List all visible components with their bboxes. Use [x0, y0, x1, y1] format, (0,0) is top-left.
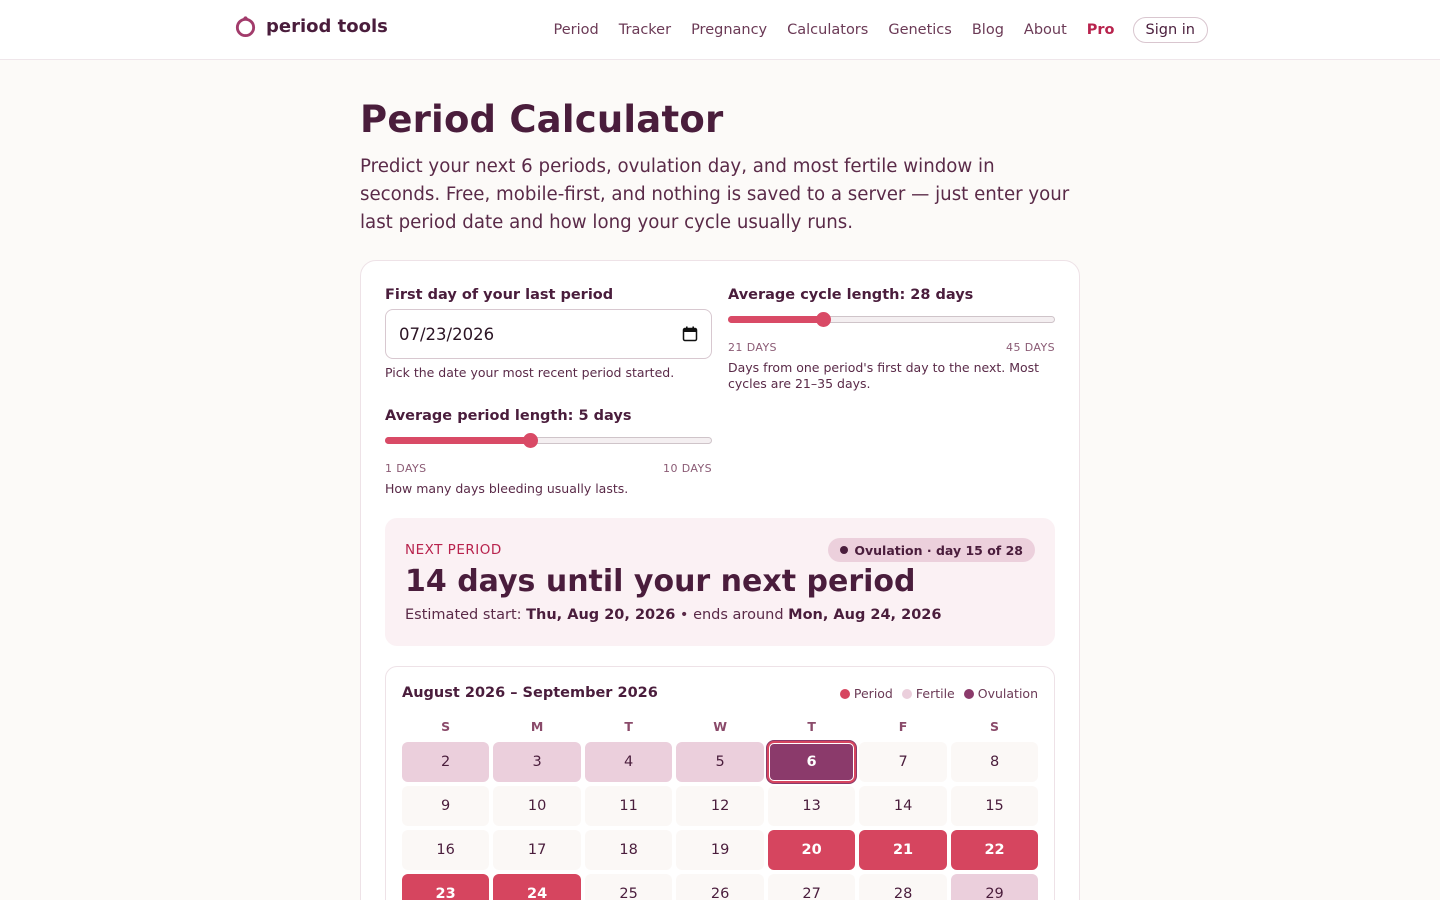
page-header — [360, 98, 1080, 237]
nav-about[interactable]: About — [1023, 22, 1067, 38]
slider-thumb[interactable] — [816, 312, 831, 327]
calendar-day[interactable]: 25 — [585, 874, 672, 900]
calendar-day[interactable]: 9 — [402, 786, 489, 826]
cycle-length-label: Average cycle length: 28 days — [728, 287, 974, 303]
legend-dot-icon — [902, 689, 912, 699]
period-max-label: 10 DAYS — [663, 462, 712, 475]
top-navigation-bar — [0, 0, 1440, 60]
calendar-day-period[interactable]: 23 — [402, 874, 489, 900]
period-length-help: How many days bleeding usually lasts. — [385, 481, 629, 496]
calendar-day-fertile[interactable]: 29 — [951, 874, 1038, 900]
period-range-labels — [385, 462, 712, 475]
period-length-field — [385, 408, 712, 497]
cycle-min-label: 21 DAYS — [728, 341, 777, 354]
calendar-day[interactable]: 28 — [859, 874, 946, 900]
nav-genetics[interactable]: Genetics — [888, 22, 952, 38]
calendar-day[interactable]: 18 — [585, 830, 672, 870]
page-title: Period Calculator — [360, 98, 724, 141]
ends-prefix: • ends around — [675, 607, 789, 623]
sign-in-button[interactable]: Sign in — [1133, 17, 1208, 43]
legend-dot-icon — [840, 689, 850, 699]
legend-label: Fertile — [915, 686, 955, 701]
cycle-range-labels — [728, 341, 1055, 354]
date-value: 07/23/2026 — [399, 324, 495, 344]
calendar-day[interactable]: 27 — [768, 874, 855, 900]
nav-blog[interactable]: Blog — [971, 22, 1004, 38]
calendar-day[interactable]: 11 — [585, 786, 672, 826]
nav-tracker[interactable]: Tracker — [618, 22, 672, 38]
last-period-date-input[interactable] — [385, 309, 712, 359]
period-length-slider[interactable] — [385, 436, 712, 446]
calendar-day-period[interactable]: 22 — [951, 830, 1038, 870]
cycle-length-slider[interactable] — [728, 315, 1055, 325]
legend-ovulation — [964, 686, 1038, 701]
next-period-dates — [405, 607, 941, 623]
calendar-day[interactable]: 13 — [768, 786, 855, 826]
calendar-day-ovulation[interactable]: 6 — [768, 742, 855, 782]
calendar-day[interactable]: 19 — [676, 830, 763, 870]
brand-name: period tools — [266, 15, 388, 37]
brand-logo[interactable] — [234, 13, 388, 39]
calendar-icon[interactable] — [682, 326, 698, 342]
period-min-label: 1 DAYS — [385, 462, 427, 475]
ovulation-badge — [828, 538, 1035, 562]
main-nav — [554, 17, 1208, 43]
weekday-label: S — [990, 719, 1000, 734]
calendar-day-fertile[interactable]: 4 — [585, 742, 672, 782]
calendar-day[interactable]: 16 — [402, 830, 489, 870]
period-length-label: Average period length: 5 days — [385, 408, 632, 424]
calendar-day-period[interactable]: 20 — [768, 830, 855, 870]
last-period-label: First day of your last period — [385, 287, 614, 303]
weekday-label: W — [713, 719, 727, 734]
weekday-label: F — [898, 719, 908, 734]
calendar-day[interactable]: 14 — [859, 786, 946, 826]
calendar-day[interactable]: 26 — [676, 874, 763, 900]
calendar-day[interactable]: 17 — [493, 830, 580, 870]
calculator-card — [360, 260, 1080, 900]
calendar-grid — [402, 742, 1039, 900]
legend-period — [840, 686, 893, 701]
slider-thumb[interactable] — [523, 433, 538, 448]
nav-pro[interactable]: Pro — [1086, 22, 1115, 38]
legend-label: Ovulation — [977, 686, 1038, 701]
end-date: Mon, Aug 24, 2026 — [788, 607, 942, 623]
ring-logo-icon — [234, 15, 257, 38]
weekday-header — [402, 719, 1039, 734]
page-intro: Predict your next 6 periods, ovulation day, and most fertile window in seconds. Free, mobile-first, and nothing is saved to a server — just enter your last period date and how long your cycle usually runs. — [360, 156, 1070, 233]
start-date: Thu, Aug 20, 2026 — [526, 607, 676, 623]
next-period-kicker: NEXT PERIOD — [405, 542, 502, 558]
weekday-label: T — [807, 719, 816, 734]
next-period-countdown: 14 days until your next period — [405, 564, 916, 599]
calendar-day[interactable]: 8 — [951, 742, 1038, 782]
calendar-day-period[interactable]: 24 — [493, 874, 580, 900]
calendar-legend — [840, 686, 1038, 701]
cycle-calendar — [385, 666, 1055, 900]
legend-fertile — [902, 686, 955, 701]
last-period-field — [385, 287, 712, 381]
nav-calculators[interactable]: Calculators — [787, 22, 869, 38]
nav-period[interactable]: Period — [553, 22, 599, 38]
calendar-day-fertile[interactable]: 5 — [676, 742, 763, 782]
cycle-length-help: Days from one period's first day to the next. Most cycles are 21–35 days. — [728, 360, 1040, 391]
cycle-max-label: 45 DAYS — [1006, 341, 1055, 354]
next-period-panel — [385, 518, 1055, 646]
legend-label: Period — [853, 686, 893, 701]
calendar-day[interactable]: 10 — [493, 786, 580, 826]
slider-fill — [728, 316, 823, 323]
calendar-day-fertile[interactable]: 2 — [402, 742, 489, 782]
calendar-day[interactable]: 7 — [859, 742, 946, 782]
dot-icon — [840, 546, 848, 554]
legend-dot-icon — [964, 689, 974, 699]
weekday-label: M — [530, 719, 544, 734]
calendar-day-fertile[interactable]: 3 — [493, 742, 580, 782]
calendar-day-period[interactable]: 21 — [859, 830, 946, 870]
weekday-label: T — [624, 719, 633, 734]
calendar-title: August 2026 – September 2026 — [402, 685, 658, 701]
cycle-length-field — [728, 287, 1055, 392]
ovulation-badge-text: Ovulation · day 15 of 28 — [854, 542, 1023, 558]
slider-fill — [385, 437, 530, 444]
last-period-help: Pick the date your most recent period started. — [385, 365, 675, 380]
nav-pregnancy[interactable]: Pregnancy — [691, 22, 768, 38]
calendar-day[interactable]: 12 — [676, 786, 763, 826]
start-prefix: Estimated start: — [405, 607, 527, 623]
weekday-label: S — [441, 719, 451, 734]
calendar-day[interactable]: 15 — [951, 786, 1038, 826]
